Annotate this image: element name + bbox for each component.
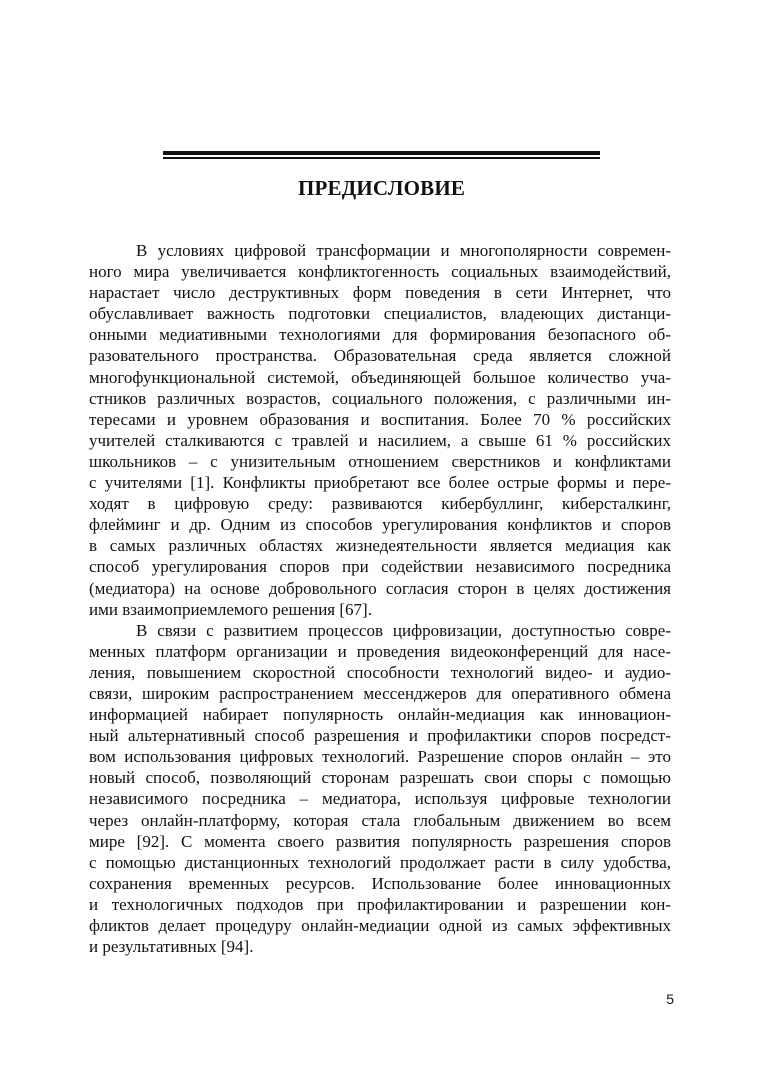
header-rule-thin: [163, 157, 600, 159]
text-line: способ урегулирования споров при содействии независимого посредника: [89, 557, 671, 577]
text-line: независимого посредника – медиатора, используя цифровые технологии: [89, 789, 671, 809]
text-line: онными медиативными технологиями для формирования безопасного об-: [89, 325, 671, 345]
text-line: в самых различных областях жизнедеятельности является медиация как: [89, 536, 671, 556]
text-line: В условиях цифровой трансформации и многополярности современ-: [136, 241, 671, 260]
text-line: учителей сталкиваются с травлей и насилием, а свыше 61 % российских: [89, 430, 671, 450]
text-line: информацией набирает популярность онлайн-медиация как инновацион-: [89, 705, 671, 725]
header-rule-thick: [163, 151, 600, 155]
text-line: нарастает число деструктивных форм поведения в сети Интернет, что: [89, 283, 671, 303]
text-line: ный альтернативный способ разрешения и профилактики споров посредст-: [89, 726, 671, 746]
body-text: [89, 240, 671, 957]
text-line: ходят в цифровую среду: развиваются кибербуллинг, киберсталкинг,: [89, 494, 671, 514]
text-line: разовательного пространства. Образовательная среда является сложной: [89, 346, 671, 366]
paragraph-1: [89, 240, 671, 620]
text-line: связи, широким распространением мессенджеров для оперативного обмена: [89, 683, 671, 703]
text-line: ления, повышением скоростной способности технологий видео- и аудио-: [89, 662, 671, 682]
page-title: ПРЕДИСЛОВИЕ: [297, 176, 466, 200]
text-line: через онлайн-платформу, которая стала глобальным движением во всем: [89, 810, 671, 830]
text-line: менных платформ организации и проведения видеоконференций для насе-: [89, 641, 671, 661]
paragraph-2: [89, 620, 671, 958]
page-number: 5: [666, 991, 674, 1007]
text-line: школьников – с унизительным отношением сверстников и конфликтами: [89, 451, 671, 471]
text-line: сохранения временных ресурсов. Использование более инновационных: [89, 873, 671, 893]
text-line: многофункциональной системой, объединяющей большое количество уча-: [89, 367, 671, 387]
text-line: флейминг и др. Одним из способов урегулирования конфликтов и споров: [89, 515, 671, 535]
text-line: (медиатора) на основе добровольного согласия сторон в целях достижения: [89, 578, 671, 598]
text-line: новый способ, позволяющий сторонам разрешать свои споры с помощью: [89, 768, 671, 788]
text-line: ного мира увеличивается конфликтогенность социальных взаимодействий,: [89, 262, 671, 282]
text-line: стников различных возрастов, социального положения, с различными ин-: [89, 388, 671, 408]
text-line: мире [92]. С момента своего развития популярность разрешения споров: [89, 831, 671, 851]
text-line: вом использования цифровых технологий. Разрешение споров онлайн – это: [89, 747, 671, 767]
text-line: обуславливает важность подготовки специалистов, владеющих дистанци-: [89, 304, 671, 324]
text-line: фликтов делает процедуру онлайн-медиации одной из самых эффективных: [89, 916, 671, 935]
text-line: ими взаимоприемлемого решения [67].: [89, 599, 372, 619]
text-line: с помощью дистанционных технологий продолжает расти в силу удобства,: [89, 852, 671, 872]
text-line: В связи с развитием процессов цифровизации, доступностью совре-: [136, 620, 671, 640]
text-line: с учителями [1]. Конфликты приобретают все более острые формы и пере-: [89, 473, 671, 493]
text-line: и технологичных подходов при профилактировании и разрешении кон-: [89, 894, 671, 914]
text-line: тересами и уровнем образования и воспитания. Более 70 % российских: [89, 409, 671, 429]
text-line: и результативных [94].: [89, 937, 254, 957]
